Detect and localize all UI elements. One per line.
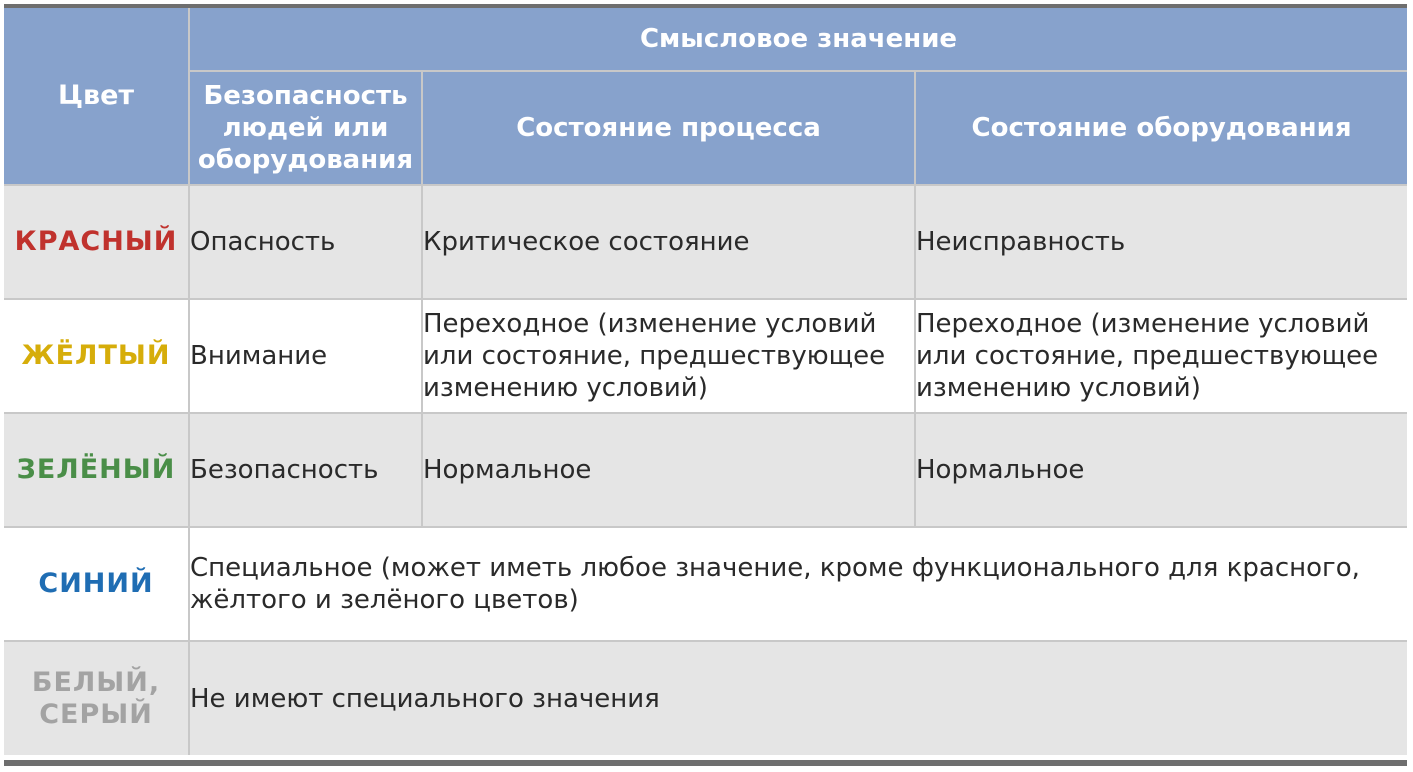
- color-name-red: КРАСНЫЙ: [4, 185, 189, 299]
- merged-value: Специальное (может иметь любое значение, кроме функционального для красного, жёлтого и зелёного цветов): [189, 527, 1407, 641]
- color-meaning-table: [4, 8, 1407, 755]
- color-name-blue: СИНИЙ: [4, 527, 189, 641]
- process-value: Критическое состояние: [422, 185, 915, 299]
- header-equipment-state: Состояние оборудования: [915, 71, 1407, 185]
- color-name-yellow: ЖЁЛТЫЙ: [4, 299, 189, 413]
- table-row: [4, 299, 1407, 413]
- table-row: [4, 185, 1407, 299]
- table-row: [4, 413, 1407, 527]
- safety-value: Внимание: [189, 299, 422, 413]
- color-name-green: ЗЕЛЁНЫЙ: [4, 413, 189, 527]
- safety-value: Безопасность: [189, 413, 422, 527]
- equipment-value: Нормальное: [915, 413, 1407, 527]
- color-meaning-table-frame: [4, 4, 1407, 766]
- merged-value: Не имеют специального значения: [189, 641, 1407, 755]
- safety-value: Опасность: [189, 185, 422, 299]
- header-color: Цвет: [4, 8, 189, 185]
- color-name-white-grey: БЕЛЫЙ, СЕРЫЙ: [4, 641, 189, 755]
- equipment-value: Переходное (изменение условий или состояние, предшествующее изменению условий): [915, 299, 1407, 413]
- equipment-value: Неисправность: [915, 185, 1407, 299]
- process-value: Нормальное: [422, 413, 915, 527]
- header-process-state: Состояние процесса: [422, 71, 915, 185]
- header-safety: Безопасность людей или оборудования: [189, 71, 422, 185]
- header-meaning: Смысловое значение: [189, 8, 1407, 71]
- table-row: [4, 641, 1407, 755]
- process-value: Переходное (изменение условий или состояние, предшествующее изменению условий): [422, 299, 915, 413]
- table-row: [4, 527, 1407, 641]
